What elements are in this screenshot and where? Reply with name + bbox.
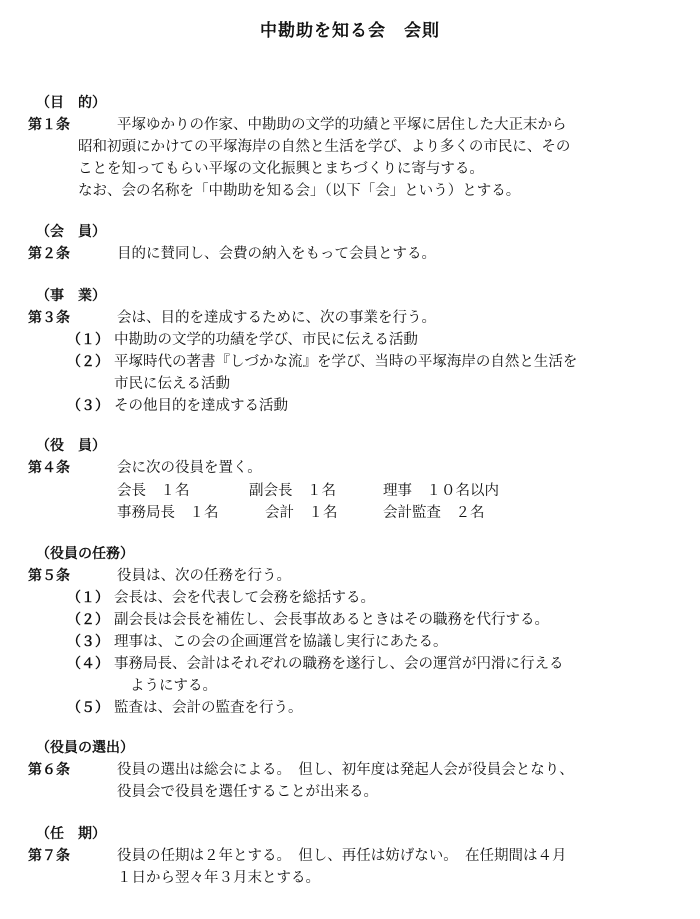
title-sub: 会則 xyxy=(404,21,440,41)
title-main: 中勘助を知る会 xyxy=(260,21,386,41)
page-title xyxy=(0,16,700,41)
article-6-heading: （役員の選出） xyxy=(36,740,134,756)
article-3-item-2-number: （２） xyxy=(67,354,109,370)
officer-vice-chair: 副会長 １名 xyxy=(249,483,336,499)
officer-auditor: 会計監査 ２名 xyxy=(383,505,485,521)
article-5-item-3: 理事は、この会の企画運営を協議し実行にあたる。 xyxy=(114,634,448,650)
article-7-heading: （任 期） xyxy=(36,826,106,842)
officer-directors: 理事 １０名以内 xyxy=(383,483,499,499)
article-2-heading: （会 員） xyxy=(36,224,106,240)
article-6-line-1: 役員の選出は総会による。 但し、初年度は発起人会が役員会となり、 xyxy=(117,762,574,778)
article-5-item-1: 会長は、会を代表して会務を総括する。 xyxy=(114,590,375,606)
article-3-heading: （事 業） xyxy=(36,288,106,304)
officer-chair: 会長 １名 xyxy=(117,483,190,499)
article-2-number: 第２条 xyxy=(28,246,70,262)
officer-treasurer: 会計 １名 xyxy=(265,505,338,521)
article-3-item-3: その他目的を達成する活動 xyxy=(114,398,288,414)
article-5-item-5-number: （５） xyxy=(67,700,109,716)
article-1-line-3: ことを知ってもらい平塚の文化振興とまちづくりに寄与する。 xyxy=(78,161,484,177)
article-5-item-3-number: （３） xyxy=(67,634,109,650)
article-1-heading: （目 的） xyxy=(36,95,106,111)
article-3-item-1: 中勘助の文学的功績を学び、市民に伝える活動 xyxy=(114,332,418,348)
article-3-number: 第３条 xyxy=(28,310,70,326)
article-7-line-2: １日から翌々年３月末とする。 xyxy=(117,870,320,886)
article-5-item-5: 監査は、会計の監査を行う。 xyxy=(114,700,303,716)
article-6-number: 第６条 xyxy=(28,762,70,778)
article-3-item-2: 平塚時代の著書『しづかな流』を学び、当時の平塚海岸の自然と生活を xyxy=(114,354,578,370)
article-3-item-2-cont: 市民に伝える活動 xyxy=(114,376,230,392)
article-1-line-1: 平塚ゆかりの作家、中勘助の文学的功績と平塚に居住した大正末から xyxy=(117,117,567,133)
article-5-item-1-number: （１） xyxy=(67,590,109,606)
article-5-heading: （役員の任務） xyxy=(36,546,134,562)
article-5-item-4: 事務局長、会計はそれぞれの職務を遂行し、会の運営が円滑に行える xyxy=(114,656,564,672)
article-5-item-4-cont: ようにする。 xyxy=(130,678,217,694)
article-3-item-1-number: （１） xyxy=(67,332,109,348)
officer-secretary-general: 事務局長 １名 xyxy=(117,505,219,521)
article-3-line-1: 会は、目的を達成するために、次の事業を行う。 xyxy=(117,310,436,326)
article-1-number: 第１条 xyxy=(28,117,70,133)
article-7-number: 第７条 xyxy=(28,848,70,864)
article-5-item-2-number: （２） xyxy=(67,612,109,628)
article-2-line-1: 目的に賛同し、会費の納入をもって会員とする。 xyxy=(117,246,436,262)
article-1-line-2: 昭和初頭にかけての平塚海岸の自然と生活を学び、より多くの市民に、その xyxy=(78,139,571,155)
article-3-item-3-number: （３） xyxy=(67,398,109,414)
article-4-heading: （役 員） xyxy=(36,438,106,454)
article-5-number: 第５条 xyxy=(28,568,70,584)
article-5-line-1: 役員は、次の任務を行う。 xyxy=(117,568,291,584)
article-4-number: 第４条 xyxy=(28,460,70,476)
article-5-item-2: 副会長は会長を補佐し、会長事故あるときはその職務を代行する。 xyxy=(114,612,549,628)
article-4-line-1: 会に次の役員を置く。 xyxy=(117,460,262,476)
article-5-item-4-number: （４） xyxy=(67,656,109,672)
article-6-line-2: 役員会で役員を選任することが出来る。 xyxy=(117,784,378,800)
article-1-line-4: なお、会の名称を「中勘助を知る会」（以下「会」という）とする。 xyxy=(78,183,521,199)
article-7-line-1: 役員の任期は２年とする。 但し、再任は妨げない。 在任期間は４月 xyxy=(117,848,567,864)
